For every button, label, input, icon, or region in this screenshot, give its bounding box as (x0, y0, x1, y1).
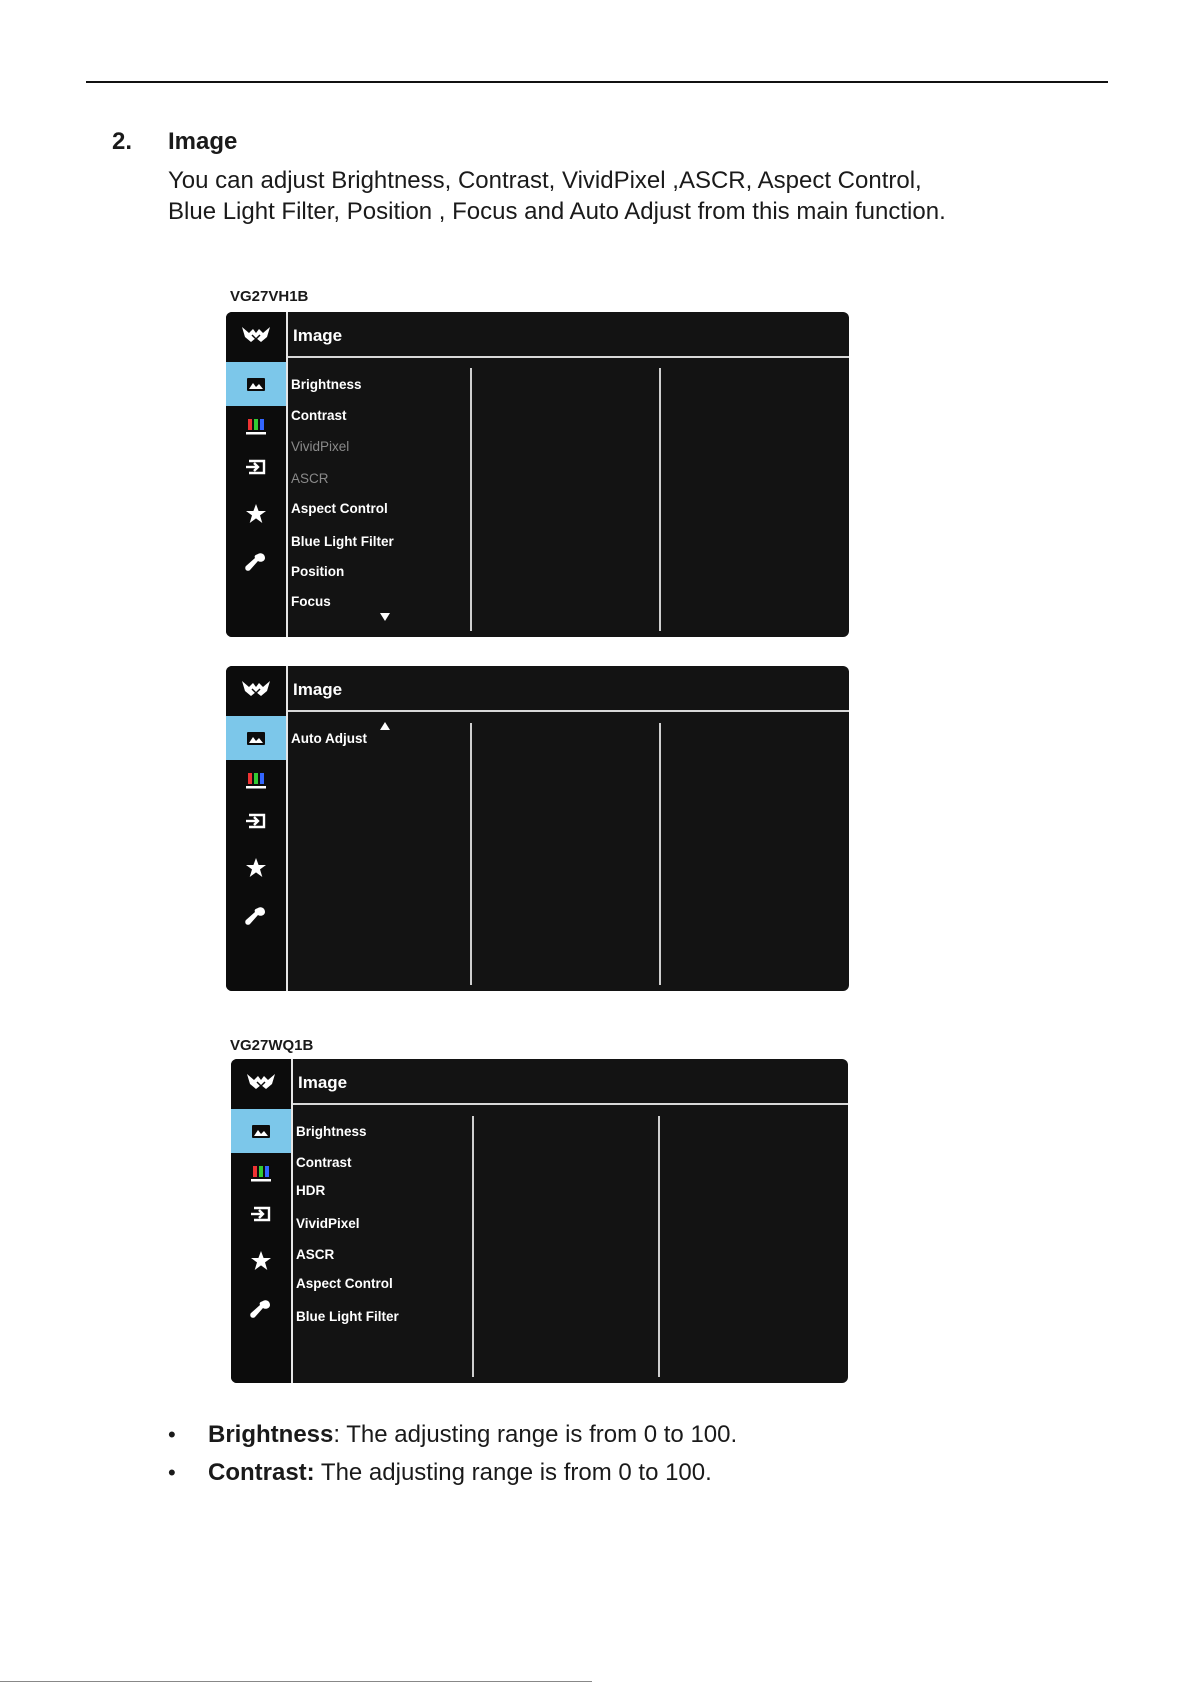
osd-header (288, 666, 849, 712)
menu-item-ascr[interactable]: ASCR (296, 1247, 335, 1262)
column-divider (470, 723, 472, 985)
star-tab[interactable] (226, 492, 286, 536)
osd-panel-vg27wq1b (231, 1059, 848, 1383)
menu-item-contrast[interactable]: Contrast (291, 408, 347, 423)
wrench-tab[interactable] (226, 894, 286, 938)
color-icon (244, 771, 268, 791)
bullet-text: The adjusting range is from 0 to 100. (314, 1459, 712, 1486)
input-tab[interactable] (226, 799, 286, 843)
bullet-text: The adjusting range is from 0 to 100. (340, 1421, 738, 1448)
column-divider (658, 1116, 660, 1377)
footer-rule (0, 1681, 592, 1682)
star-icon (244, 504, 268, 524)
menu-item-hdr[interactable]: HDR (296, 1183, 326, 1198)
menu-item-contrast[interactable]: Contrast (296, 1155, 352, 1170)
input-tab[interactable] (231, 1192, 291, 1236)
menu-item-brightness[interactable]: Brightness (296, 1124, 367, 1139)
osd-header (293, 1059, 848, 1105)
menu-item-vividpixel[interactable]: VividPixel (291, 439, 350, 454)
menu-item-blue-light-filter[interactable]: Blue Light Filter (296, 1309, 399, 1324)
input-tab[interactable] (226, 445, 286, 489)
menu-item-focus[interactable]: Focus (291, 594, 331, 609)
image-icon (249, 1121, 273, 1141)
osd-title: Image (293, 680, 343, 699)
osd-panel-vg27vh1b-page1 (226, 312, 849, 637)
wrench-tab[interactable] (231, 1287, 291, 1331)
scroll-up-arrow-icon[interactable] (380, 722, 390, 730)
osd-title: Image (293, 326, 343, 345)
bullet-contrast (168, 1454, 737, 1492)
image-tab[interactable] (231, 1109, 291, 1153)
color-tab[interactable] (226, 405, 286, 449)
section-number: 2. (112, 128, 133, 155)
model-label-vg27wq1b: VG27WQ1B (230, 1037, 314, 1054)
column-divider (659, 723, 661, 985)
input-icon (244, 457, 268, 477)
menu-item-aspect-control[interactable]: Aspect Control (291, 501, 388, 516)
input-icon (249, 1204, 273, 1224)
osd-header (288, 312, 849, 358)
section-intro: You can adjust Brightness, Contrast, VividPixel ,ASCR, Aspect Control, Blue Light Filter, Position , Focus and Auto Adjust from this main function. (168, 167, 946, 225)
scroll-down-arrow-icon[interactable] (380, 613, 390, 621)
menu-item-aspect-control[interactable]: Aspect Control (296, 1276, 393, 1291)
input-icon (244, 811, 268, 831)
menu-item-auto-adjust[interactable]: Auto Adjust (291, 731, 367, 746)
image-icon (244, 374, 268, 394)
wrench-icon (249, 1299, 273, 1319)
column-divider (472, 1116, 474, 1377)
wrench-tab[interactable] (226, 540, 286, 584)
image-icon (244, 728, 268, 748)
osd-panel-vg27vh1b-page2 (226, 666, 849, 991)
color-tab[interactable] (231, 1152, 291, 1196)
image-tab[interactable] (226, 362, 286, 406)
wrench-icon (244, 552, 268, 572)
color-icon (249, 1164, 273, 1184)
star-tab[interactable] (231, 1239, 291, 1283)
osd-title: Image (298, 1073, 348, 1092)
star-icon (244, 858, 268, 878)
star-tab[interactable] (226, 846, 286, 890)
column-divider (470, 368, 472, 631)
bullet-list (168, 1416, 737, 1492)
star-icon (249, 1251, 273, 1271)
color-tab[interactable] (226, 759, 286, 803)
menu-item-blue-light-filter[interactable]: Blue Light Filter (291, 534, 394, 549)
color-icon (244, 417, 268, 437)
menu-item-position[interactable]: Position (291, 564, 345, 579)
menu-item-ascr[interactable]: ASCR (291, 471, 329, 486)
tuf-logo-icon (240, 324, 272, 346)
tuf-logo-icon (245, 1071, 277, 1093)
model-label-vg27vh1b: VG27VH1B (230, 288, 309, 305)
menu-item-vividpixel[interactable]: VividPixel (296, 1216, 360, 1231)
bullet-term: Brightness (208, 1421, 334, 1448)
wrench-icon (244, 906, 268, 926)
tuf-logo-icon (240, 678, 272, 700)
section-title: Image (168, 128, 238, 155)
bullet-brightness (168, 1416, 737, 1454)
bullet-term: Contrast: (208, 1459, 315, 1486)
menu-item-brightness[interactable]: Brightness (291, 377, 362, 392)
image-tab[interactable] (226, 716, 286, 760)
bullet-separator: : (333, 1421, 341, 1448)
header-rule (86, 81, 1108, 83)
column-divider (659, 368, 661, 631)
